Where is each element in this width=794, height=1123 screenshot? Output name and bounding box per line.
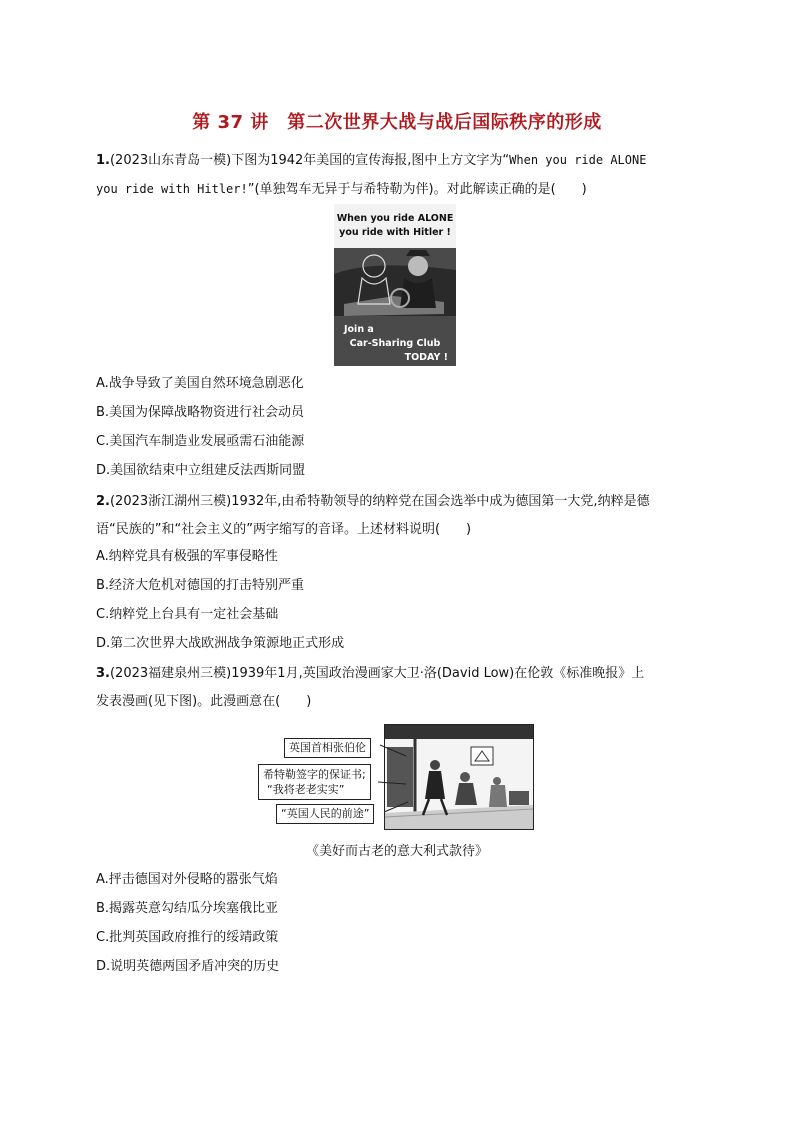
option-b[interactable]: B.经济大危机对德国的打击特别严重 [96, 578, 305, 593]
label-guarantee [258, 764, 371, 800]
cartoon-image [384, 724, 534, 830]
label-chamberlain: 英国首相张伯伦 [284, 738, 371, 758]
poster-bottom-line1: Join a [344, 324, 374, 335]
question-number: 1. [96, 153, 110, 168]
page-title: 第 37 讲 第二次世界大战与战后国际秩序的形成 [192, 112, 602, 133]
cartoon-caption: 《美好而古老的意大利式款待》 [305, 844, 488, 859]
poster-top-line1: When you ride ALONE [336, 213, 454, 224]
propaganda-poster [334, 204, 456, 366]
political-cartoon [256, 724, 536, 830]
poster-bottom-line3: TODAY ! [404, 352, 448, 363]
option-a[interactable]: A.纳粹党具有极强的军事侵略性 [96, 549, 278, 564]
poster-top-line2: you ride with Hitler ! [339, 227, 451, 238]
option-b[interactable]: B.美国为保障战略物资进行社会动员 [96, 405, 305, 420]
option-b[interactable]: B.揭露英意勾结瓜分埃塞俄比亚 [96, 901, 279, 916]
question-text: 下图为1942年美国的宣传海报,图中上方文字为“ [231, 153, 510, 168]
question-text: 1932年,由希特勒领导的纳粹党在国会选举中成为德国第一大党,纳粹是德 [231, 494, 650, 509]
question-3-stem [96, 660, 696, 716]
quote-text: When you ride ALONE [509, 153, 647, 167]
question-source: (2023福建泉州三模) [109, 666, 232, 681]
question-text: 发表漫画(见下图)。此漫画意在( ) [96, 694, 312, 709]
question-1-stem [96, 146, 696, 204]
option-c[interactable]: C.美国汽车制造业发展亟需石油能源 [96, 434, 305, 449]
question-source: (2023山东青岛一模) [109, 153, 232, 168]
poster-bottom-line2: Car-Sharing Club [349, 338, 441, 349]
label-british-future: “英国人民的前途” [276, 804, 374, 824]
option-d[interactable]: D.第二次世界大战欧洲战争策源地正式形成 [96, 636, 345, 651]
question-number: 2. [96, 494, 110, 509]
cartoon-illustration [385, 725, 533, 829]
poster-illustration [334, 204, 456, 366]
question-number: 3. [96, 666, 110, 681]
question-2-stem [96, 488, 696, 544]
option-d[interactable]: D.美国欲结束中立组建反法西斯同盟 [96, 463, 306, 478]
label-guarantee-line1: 希特勒签字的保证书; [263, 768, 366, 781]
option-a[interactable]: A.抨击德国对外侵略的嚣张气焰 [96, 872, 278, 887]
option-c[interactable]: C.纳粹党上台具有一定社会基础 [96, 607, 279, 622]
option-c[interactable]: C.批判英国政府推行的绥靖政策 [96, 930, 279, 945]
question-text: 语“民族的”和“社会主义的”两字缩写的音译。上述材料说明( ) [96, 522, 472, 537]
quote-text: you ride with Hitler! [96, 182, 248, 196]
question-text: 1939年1月,英国政治漫画家大卫·洛(David Low)在伦敦《标准晚报》上 [231, 666, 645, 681]
question-source: (2023浙江湖州三模) [109, 494, 232, 509]
question-text: ”(单独驾车无异于与希特勒为伴)。对此解读正确的是( ) [247, 182, 587, 197]
option-a[interactable]: A.战争导致了美国自然环境急剧恶化 [96, 376, 304, 391]
option-d[interactable]: D.说明英德两国矛盾冲突的历史 [96, 959, 280, 974]
label-guarantee-line2: “我将老老实实” [267, 783, 345, 796]
